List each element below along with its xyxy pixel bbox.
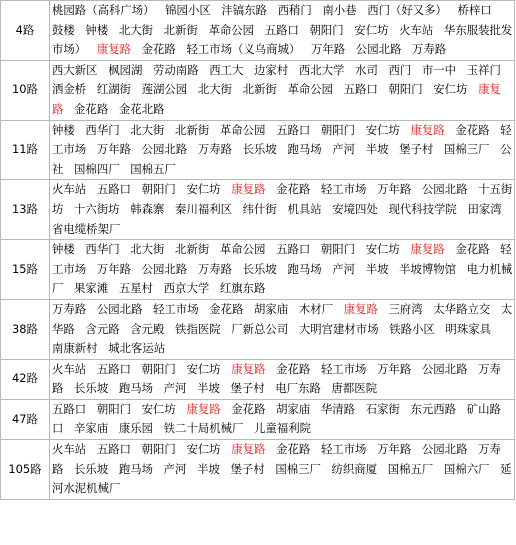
stop-name: 火车站: [52, 442, 87, 457]
stop-name: 安仁坊: [433, 82, 468, 97]
stop-name: 北新街: [175, 242, 210, 257]
stop-name: 国棉五厂: [387, 461, 434, 476]
stop-name: 公园北路: [421, 361, 468, 376]
stop-name: 西稍门: [277, 3, 312, 17]
highlighted-stop: 康复路: [410, 242, 445, 257]
stop-name: 金花路: [455, 242, 490, 257]
stop-name: 机具站: [287, 201, 322, 216]
route-row: [1, 120, 515, 180]
stop-name: 石家街: [365, 401, 400, 416]
route-number: 13路: [1, 180, 50, 240]
stop-name: 国棉六厂: [443, 461, 490, 476]
stop-name: 劳动南路: [153, 62, 199, 77]
stop-name: 堡子村: [230, 461, 265, 476]
stop-name: 金花路: [276, 182, 311, 197]
stop-name: 边家村: [254, 62, 289, 77]
stop-name: 电厂东路: [275, 381, 321, 396]
highlighted-stop: 康复路: [96, 42, 131, 57]
stop-name: 产河: [332, 261, 356, 276]
stop-name: 五路口: [96, 442, 131, 457]
stop-name: 国棉五厂: [130, 161, 176, 176]
stop-name: 长乐坡: [242, 142, 277, 157]
stop-name: 唐都医院: [331, 381, 378, 396]
stop-name: 十五街坊: [52, 182, 513, 216]
stop-name: 红湖街: [96, 82, 131, 97]
stop-name: 西门: [388, 62, 412, 77]
stop-name: 鼓楼: [52, 22, 75, 37]
route-row: [1, 359, 515, 399]
route-number: 4路: [1, 1, 50, 61]
stop-name: 太华路立交: [433, 301, 491, 316]
highlighted-stop: 康复路: [410, 122, 445, 137]
stop-name: 辛家庙: [74, 421, 109, 436]
stop-name: 跑马场: [287, 142, 322, 157]
stop-name: 万年路: [377, 442, 412, 457]
route-row: [1, 399, 515, 439]
route-table-body: [1, 1, 515, 500]
stop-name: 跑马场: [118, 461, 154, 476]
stop-name: 轻工市场: [320, 442, 367, 457]
route-stops: [50, 1, 515, 61]
stop-name: 北新街: [242, 82, 277, 97]
stop-name: 北大街: [130, 242, 165, 257]
stop-name: 北大街: [197, 82, 233, 97]
stop-name: 革命公园: [219, 242, 266, 257]
route-stops: [50, 299, 515, 359]
stop-name: 三府湾: [388, 301, 423, 316]
stop-name: 朝阳门: [141, 361, 176, 376]
stop-name: 公园北路: [96, 301, 143, 316]
stop-name: 延河水泥机械厂: [52, 461, 512, 496]
stop-name: 安仁坊: [186, 442, 221, 457]
stop-name: 木材厂: [298, 301, 334, 316]
stop-name: 万年路: [96, 261, 131, 276]
stop-name: 公园北路: [355, 42, 402, 57]
route-number: 10路: [1, 60, 50, 120]
stop-name: 北大街: [118, 22, 154, 37]
stop-name: 金花路: [74, 101, 109, 116]
stop-name: 国棉四厂: [74, 161, 120, 176]
stop-name: 桃园路（高科广场）: [52, 3, 155, 17]
stop-name: 北新街: [175, 122, 210, 137]
stop-name: 胡家庙: [254, 301, 289, 316]
stop-name: 含元路: [85, 321, 120, 336]
stop-name: 公园北路: [421, 442, 468, 457]
route-stops: [50, 120, 515, 180]
stop-name: 轻工市场: [320, 361, 367, 376]
stop-name: 南康新村: [52, 341, 98, 356]
route-row: [1, 240, 515, 300]
stop-name: 朝阳门: [388, 82, 423, 97]
stop-name: 万年路: [377, 182, 412, 197]
stop-name: 西华门: [85, 242, 120, 257]
route-stops: [50, 440, 515, 500]
stop-name: 北大街: [130, 122, 165, 137]
route-row: [1, 180, 515, 240]
stop-name: 红旗东路: [219, 281, 266, 296]
stop-name: 金花路: [455, 122, 490, 137]
stop-name: 朝阳门: [96, 401, 131, 416]
stop-name: 长乐坡: [74, 381, 109, 396]
stop-name: 半坡: [197, 461, 220, 476]
route-number: 15路: [1, 240, 50, 300]
stop-name: 果家滩: [74, 281, 109, 296]
stop-name: 轻工市场（义乌商城）: [186, 42, 301, 57]
stop-name: 明珠家具: [445, 321, 491, 336]
route-number: 38路: [1, 299, 50, 359]
stop-name: 西华门: [85, 122, 120, 137]
stop-name: 轻工市场: [52, 242, 512, 276]
stop-name: 长乐坡: [242, 261, 277, 276]
stop-name: 枫园湖: [108, 62, 143, 77]
stop-name: 五路口: [96, 361, 131, 376]
stop-name: 金花路: [276, 361, 311, 376]
stop-name: 铁路小区: [389, 321, 435, 336]
stop-name: 儿童福利院: [254, 421, 311, 436]
stop-name: 五路口: [264, 22, 299, 37]
stop-name: 电力机械厂: [52, 261, 513, 296]
route-stops: [50, 359, 515, 399]
stop-name: 太华路: [52, 301, 513, 336]
stop-name: 桥梓口: [457, 3, 492, 17]
route-row: [1, 299, 515, 359]
stop-name: 公社: [52, 142, 512, 176]
highlighted-stop: 康复路: [231, 361, 266, 376]
stop-name: 火车站: [52, 182, 87, 197]
stop-name: 钟楼: [52, 122, 75, 137]
stop-name: 纬什街: [242, 201, 277, 216]
stop-name: 万寿路: [197, 142, 233, 157]
route-stops: [50, 60, 515, 120]
route-row: [1, 1, 515, 61]
stop-name: 西大新区: [52, 62, 98, 77]
stop-name: 大明宫建材市场: [298, 321, 379, 336]
stop-name: 洒金桥: [52, 82, 87, 97]
stop-name: 革命公园: [219, 122, 266, 137]
stop-name: 万年路: [310, 42, 346, 57]
stop-name: 公园北路: [421, 182, 468, 197]
route-row: [1, 440, 515, 500]
stop-name: 万年路: [96, 142, 131, 157]
stop-name: 西门（好又多）: [367, 3, 447, 17]
stop-name: 堡子村: [399, 142, 434, 157]
stop-name: 长乐坡: [74, 461, 109, 476]
stop-name: 革命公园: [208, 22, 255, 37]
stop-name: 火车站: [399, 22, 434, 37]
stop-name: 西北大学: [298, 62, 345, 77]
stop-name: 安仁坊: [365, 242, 400, 257]
route-number: 11路: [1, 120, 50, 180]
stop-name: 五路口: [276, 122, 311, 137]
stop-name: 跑马场: [118, 381, 154, 396]
stop-name: 莲湖公园: [141, 82, 188, 97]
stop-name: 西京大学: [163, 281, 210, 296]
highlighted-stop: 康复路: [52, 82, 501, 116]
stop-name: 城北客运站: [108, 341, 166, 356]
stop-name: 半坡: [197, 381, 220, 396]
stop-name: 五路口: [343, 82, 378, 97]
stop-name: 万寿路: [52, 361, 501, 396]
stop-name: 万寿路: [197, 261, 233, 276]
stop-name: 堡子村: [230, 381, 265, 396]
stop-name: 康乐园: [118, 421, 154, 436]
stop-name: 水司: [355, 62, 378, 77]
stop-name: 秦川福利区: [175, 201, 233, 216]
stop-name: 朝阳门: [309, 22, 344, 37]
stop-name: 金花路: [209, 301, 244, 316]
highlighted-stop: 康复路: [186, 401, 221, 416]
stop-name: 产河: [163, 461, 187, 476]
stop-name: 东元西路: [410, 401, 457, 416]
stop-name: 十六街坊: [74, 201, 120, 216]
stop-name: 公园北路: [141, 261, 188, 276]
stop-name: 轻工市场: [52, 122, 512, 157]
stop-name: 安仁坊: [354, 22, 389, 37]
stop-name: 产河: [163, 381, 187, 396]
stop-name: 沣镐东路: [221, 3, 267, 17]
stop-name: 华清路: [320, 401, 356, 416]
stop-name: 胡家庙: [276, 401, 311, 416]
stop-name: 锦园小区: [165, 3, 211, 17]
stop-name: 钟楼: [85, 22, 109, 37]
stop-name: 万年路: [377, 361, 412, 376]
stop-name: 安仁坊: [186, 361, 221, 376]
stop-name: 朝阳门: [141, 442, 176, 457]
stop-name: 国棉三厂: [275, 461, 321, 476]
stop-name: 轻工市场: [320, 182, 367, 197]
stop-name: 轻工市场: [153, 301, 199, 316]
stop-name: 安仁坊: [365, 122, 400, 137]
stop-name: 跑马场: [287, 261, 322, 276]
highlighted-stop: 康复路: [231, 182, 266, 197]
stop-name: 国棉三厂: [443, 142, 490, 157]
stop-name: 含元殿: [130, 321, 165, 336]
route-stops: [50, 180, 515, 240]
stop-name: 北新街: [163, 22, 198, 37]
route-stops: [50, 240, 515, 300]
stop-name: 省电缆桥架厂: [52, 221, 121, 236]
stop-name: 田家湾: [467, 201, 502, 216]
stop-name: 朝阳门: [141, 182, 176, 197]
stop-name: 半坡博物馆: [399, 261, 457, 276]
stop-name: 金花路: [141, 42, 176, 57]
route-number: 105路: [1, 440, 50, 500]
stop-name: 火车站: [52, 361, 87, 376]
stop-name: 金花路: [276, 442, 311, 457]
stop-name: 安仁坊: [141, 401, 176, 416]
route-stops: [50, 399, 515, 439]
stop-name: 铁二十局机械厂: [163, 421, 244, 436]
stop-name: 安仁坊: [186, 182, 221, 197]
stop-name: 厂新总公司: [231, 321, 289, 336]
stop-name: 矿山路口: [52, 401, 501, 436]
stop-name: 朝阳门: [320, 122, 356, 137]
stop-name: 金花路: [231, 401, 266, 416]
highlighted-stop: 康复路: [343, 301, 378, 316]
stop-name: 万寿路: [52, 301, 87, 316]
stop-name: 玉祥门: [466, 62, 501, 77]
stop-name: 西工大: [209, 62, 244, 77]
stop-name: 华东服装批发市场）: [52, 22, 513, 57]
stop-name: 半坡: [365, 261, 389, 276]
stop-name: 五路口: [96, 182, 131, 197]
stop-name: 南小巷: [322, 3, 357, 17]
stop-name: 朝阳门: [320, 242, 356, 257]
stop-name: 五星村: [118, 281, 154, 296]
highlighted-stop: 康复路: [231, 442, 266, 457]
stop-name: 钟楼: [52, 242, 75, 257]
stop-name: 革命公园: [287, 82, 334, 97]
stop-name: 铁指医院: [175, 321, 221, 336]
stop-name: 万寿路: [412, 42, 447, 57]
route-number: 47路: [1, 399, 50, 439]
stop-name: 金花北路: [118, 101, 165, 116]
stop-name: 公园北路: [141, 142, 188, 157]
stop-name: 万寿路: [52, 442, 501, 476]
stop-name: 半坡: [365, 142, 389, 157]
stop-name: 韩森寨: [130, 201, 165, 216]
stop-name: 五路口: [276, 242, 311, 257]
stop-name: 市一中: [421, 62, 457, 77]
route-number: 42路: [1, 359, 50, 399]
stop-name: 安境四处: [332, 201, 378, 216]
stop-name: 五路口: [52, 401, 87, 416]
stop-name: 现代科技学院: [388, 201, 457, 216]
stop-name: 产河: [332, 142, 356, 157]
route-row: [1, 60, 515, 120]
stop-name: 纺织商厦: [331, 461, 378, 476]
